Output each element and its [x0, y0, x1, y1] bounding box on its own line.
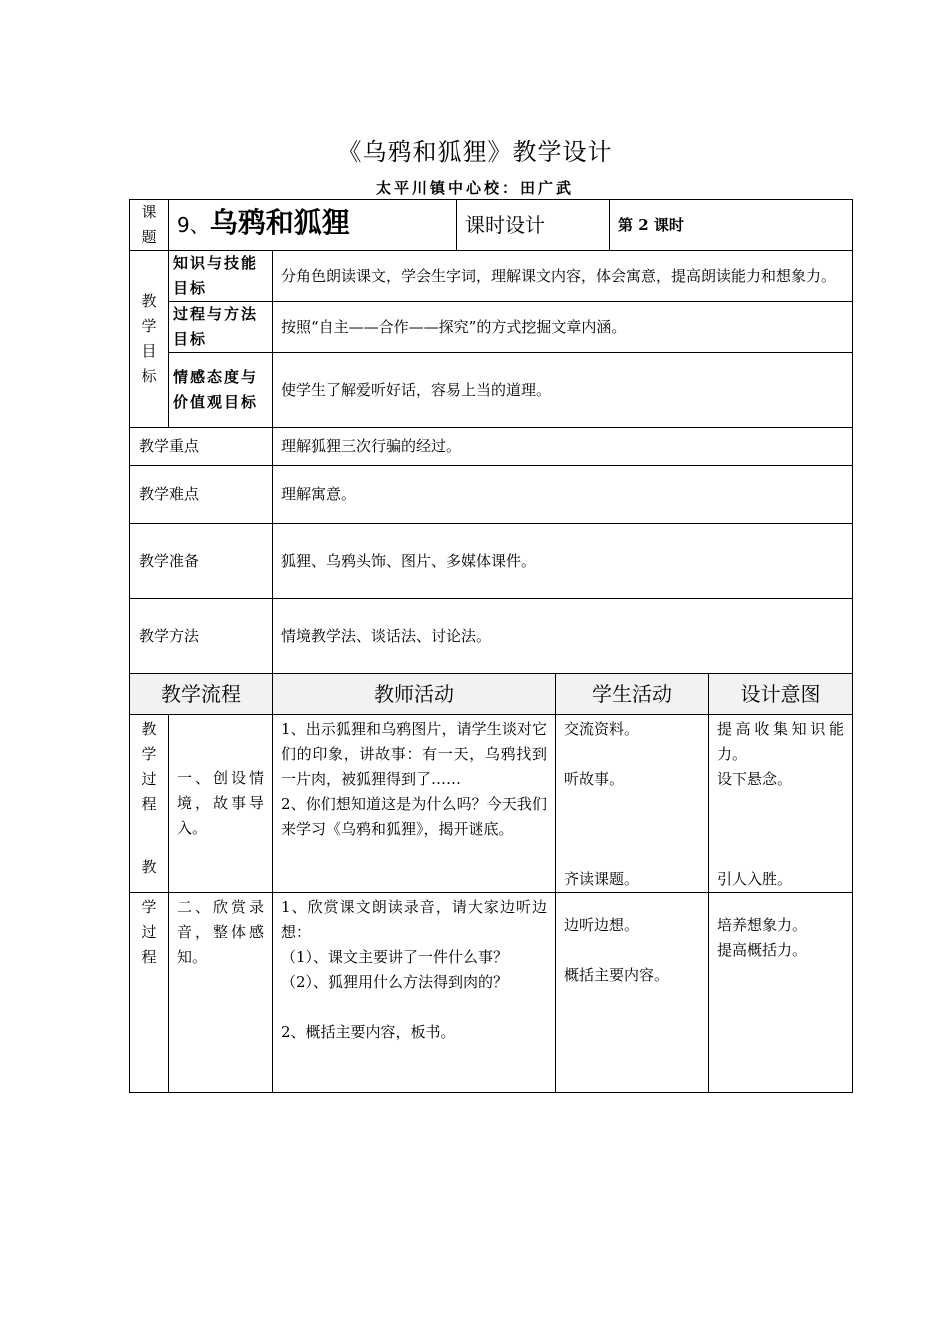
author-line: 太平川镇中心校：田广武	[375, 179, 574, 197]
process-label-cell: 学 过 程	[130, 893, 169, 1093]
step-row	[130, 893, 853, 1093]
method-row	[130, 599, 853, 674]
step-teacher-activity: 1、出示狐狸和乌鸦图片，请学生谈对它们的印象，讲故事：有一天，乌鸦找到一片肉，被狐狸得到了…… 2、你们想知道这是为什么吗？今天我们来学习《乌鸦和狐狸》，揭开谜底。	[273, 715, 556, 893]
lesson-plan-table	[129, 199, 853, 1093]
flow-header-teacher: 教师活动	[273, 674, 556, 715]
flow-header-student: 学生活动	[556, 674, 709, 715]
page-title: 《乌鸦和狐狸》教学设计	[337, 138, 613, 166]
goal-name: 过程与方法目标	[169, 302, 273, 353]
goal-name: 知识与技能目标	[169, 251, 273, 302]
preparation-content: 狐狸、乌鸦头饰、图片、多媒体课件。	[273, 524, 853, 599]
goal-content: 分角色朗读课文，学会生字词，理解课文内容，体会寓意，提高朗读能力和想象力。	[273, 251, 853, 302]
goal-row-attitude	[130, 353, 853, 428]
goal-content: 使学生了解爱听好话，容易上当的道理。	[273, 353, 853, 428]
difficulty-row	[130, 466, 853, 524]
flow-header-row	[130, 674, 853, 715]
goal-row-knowledge	[130, 251, 853, 302]
lesson-title-cell	[169, 200, 457, 251]
difficulty-content: 理解寓意。	[273, 466, 853, 524]
process-label-cell: 教 学 过 程 教	[130, 715, 169, 893]
key-point-label: 教学重点	[130, 428, 273, 466]
difficulty-label: 教学难点	[130, 466, 273, 524]
title-row	[130, 200, 853, 251]
goal-content: 按照“自主——合作——探究”的方式挖掘文章内涵。	[273, 302, 853, 353]
step-intent: 培养想象力。 提高概括力。	[709, 893, 853, 1093]
lesson-number: 9、	[177, 213, 210, 237]
key-point-content: 理解狐狸三次行骗的经过。	[273, 428, 853, 466]
flow-header-intent: 设计意图	[709, 674, 853, 715]
goal-name: 情感态度与价值观目标	[169, 353, 273, 428]
lesson-label-cell: 课 题	[130, 200, 169, 251]
preparation-label: 教学准备	[130, 524, 273, 599]
period-design-label: 课时设计	[457, 200, 610, 251]
method-label: 教学方法	[130, 599, 273, 674]
preparation-row	[130, 524, 853, 599]
goal-row-process	[130, 302, 853, 353]
step-stage: 一、创设情境，故事导入。	[169, 715, 273, 893]
step-stage: 二、欣赏录音，整体感知。	[169, 893, 273, 1093]
step-student-activity: 交流资料。 听故事。 齐读课题。	[556, 715, 709, 893]
lesson-title: 乌鸦和狐狸	[209, 206, 350, 239]
step-student-activity: 边听边想。 概括主要内容。	[556, 893, 709, 1093]
goals-label-cell: 教 学 目 标	[130, 251, 169, 428]
key-point-row	[130, 428, 853, 466]
period-value: 第 2 课时	[610, 200, 853, 251]
flow-header-process: 教学流程	[130, 674, 273, 715]
step-row	[130, 715, 853, 893]
method-content: 情境教学法、谈话法、讨论法。	[273, 599, 853, 674]
step-teacher-activity: 1、欣赏课文朗读录音，请大家边听边想： （1）、课文主要讲了一件什么事？ （2）、狐狸用什么方法得到肉的？ 2、概括主要内容，板书。	[273, 893, 556, 1093]
step-intent: 提高收集知识能力。 设下悬念。 引人入胜。	[709, 715, 853, 893]
